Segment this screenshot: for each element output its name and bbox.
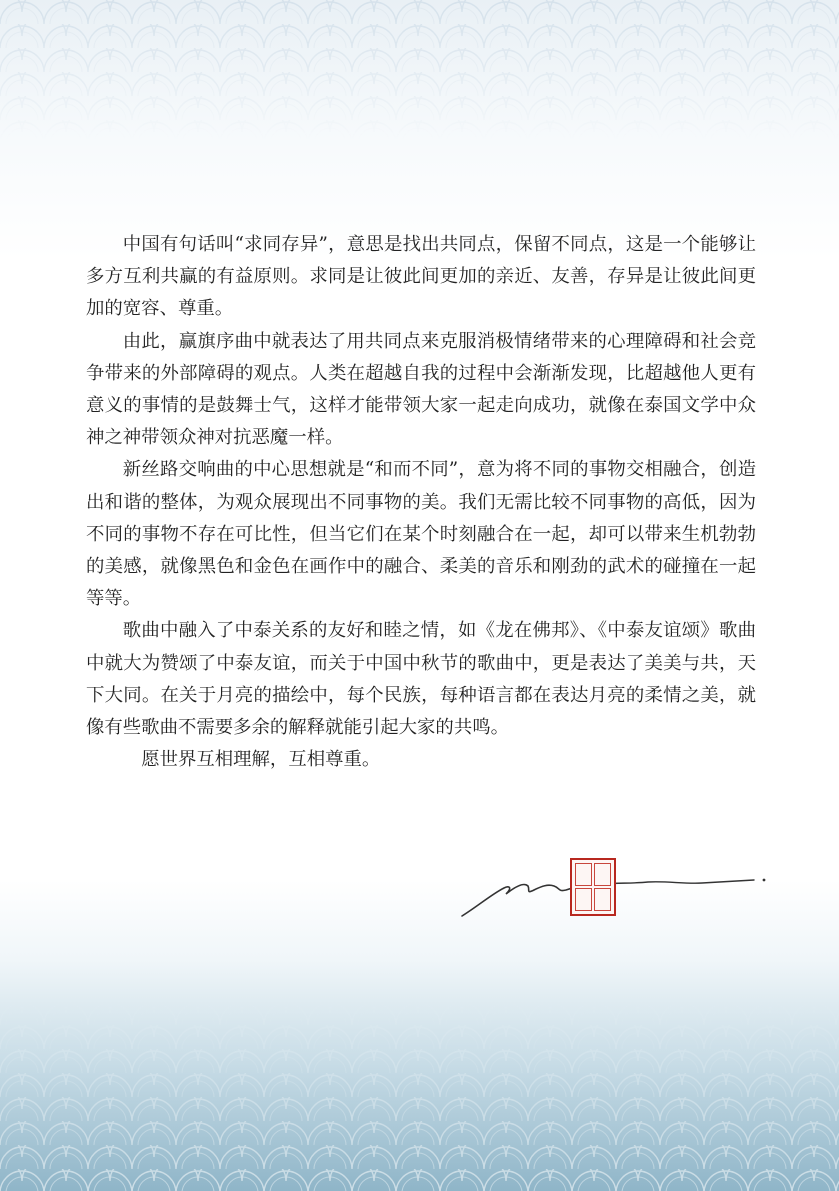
top-wave-pattern xyxy=(0,0,839,140)
paragraph: 新丝路交响曲的中心思想就是“和而不同”，意为将不同的事物交相融合，创造出和谐的整体，为观众展现出不同事物的美。我们无需比较不同事物的高低，因为不同的事物不存在可比性，但当它们在某个时刻融合在一起，却可以带来生机勃勃的美感，就像黑色和金色在画作中的融合、柔美的音乐和刚劲的武术的碰撞在一起等等。 xyxy=(86,459,756,610)
body-text xyxy=(86,229,756,776)
seal-stroke xyxy=(594,863,611,886)
seal-stroke xyxy=(594,888,611,911)
handwritten-signature xyxy=(458,868,778,928)
seal-stroke xyxy=(575,888,592,911)
paragraph: 由此，赢旗序曲中就表达了用共同点来克服消极情绪带来的心理障碍和社会竞争带来的外部障碍的观点。人类在超越自我的过程中会渐渐发现，比超越他人更有意义的事情的是鼓舞士气，这样才能带领大家一起走向成功，就像在泰国文学中众神之神带领众神对抗恶魔一样。 xyxy=(86,330,756,449)
closing-line: 愿世界互相理解，互相尊重。 xyxy=(141,749,381,771)
paragraph: 歌曲中融入了中泰关系的友好和睦之情，如《龙在佛邦》、《中泰友谊颂》歌曲中就大为赞颂了中泰友谊，而关于中国中秋节的歌曲中，更是表达了美美与共，天下大同。在关于月亮的描绘中，每个民族，每种语言都在表达月亮的柔情之美，就像有些歌曲不需要多余的解释就能引起大家的共鸣。 xyxy=(86,620,756,739)
paragraph: 中国有句话叫“求同存异”，意思是找出共同点，保留不同点，这是一个能够让多方互利共赢的有益原则。求同是让彼此间更加的亲近、友善，存异是让彼此间更加的宽容、尊重。 xyxy=(86,234,756,320)
bottom-wave-pattern xyxy=(0,1001,839,1191)
seal-stroke xyxy=(575,863,592,886)
seal-stamp xyxy=(570,858,616,916)
